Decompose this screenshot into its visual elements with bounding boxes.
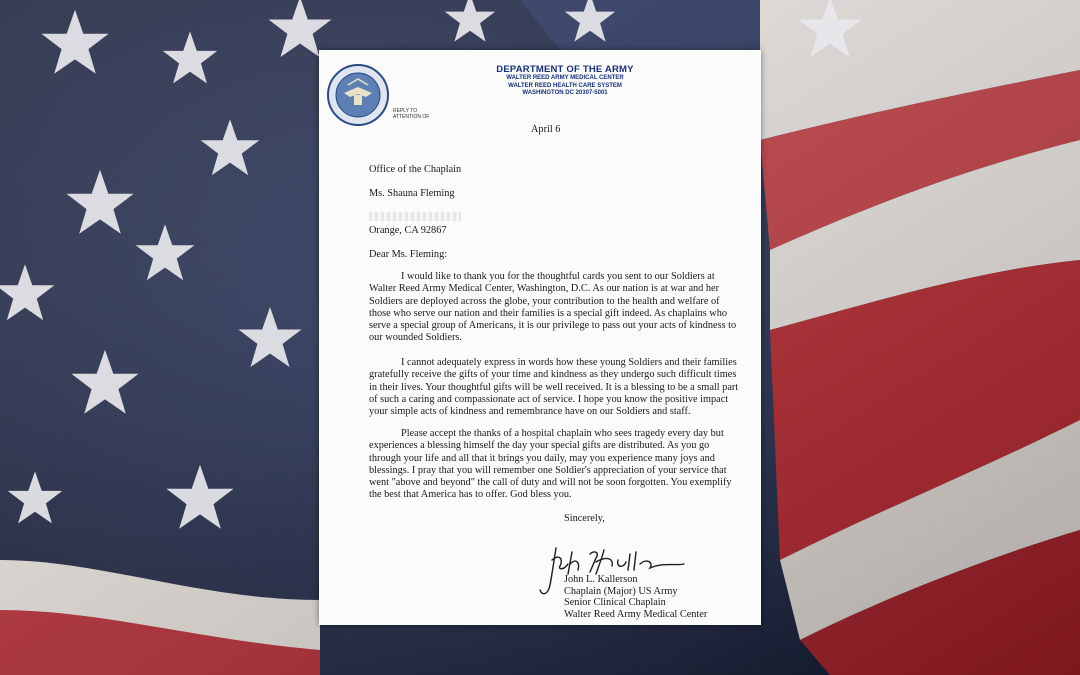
reply-to-label: REPLY TO ATTENTION OF [393, 108, 430, 120]
paragraph-3: Please accept the thanks of a hospital chaplain who sees tragedy every day but experiences a blessing himself the day your special gifts are distributed. As you go through your life and all that it brings you daily, may you experience many joys and blessings. I pray that you will remember one Soldier's appreciation of your service that went "above and beyond" the call of duty and will not be soon forgotten. You exemplify the best that America has to offer. God bless you. [369, 428, 732, 501]
signer-rank: Chaplain (Major) US Army [564, 585, 678, 597]
letter-document [319, 50, 761, 625]
closing: Sincerely, [564, 513, 605, 524]
signer-organization: Walter Reed Army Medical Center [564, 608, 708, 620]
letterhead [495, 64, 635, 98]
letter-date: April 6 [531, 124, 561, 135]
paragraph-1: I would like to thank you for the thoughtful cards you sent to our Soldiers at Walter Reed Army Medical Center, Washington, D.C. As our nation is at war and her Soldiers are deployed across the globe, your contribution to the health and welfare of those who serve our nation and their families is a special gift indeed. As chaplains who serve a special group of Americans, it is our privilege to pass out your acts of kindness to our wounded Soldiers. [369, 271, 737, 344]
letterhead-line: WALTER REED ARMY MEDICAL CENTER [506, 75, 624, 81]
letterhead-line: WALTER REED HEALTH CARE SYSTEM [508, 82, 622, 89]
recipient-name: Ms. Shauna Fleming [369, 188, 455, 199]
salutation: Dear Ms. Fleming: [369, 249, 448, 260]
signer-title: Senior Clinical Chaplain [564, 597, 666, 608]
letterhead-line: WASHINGTON DC 20307-5001 [522, 90, 608, 96]
recipient-city: Orange, CA 92867 [369, 225, 447, 236]
redacted-address [369, 212, 461, 221]
department-title: DEPARTMENT OF THE ARMY [496, 64, 634, 75]
signature-block [564, 574, 707, 620]
signer-name: John L. Kallerson [564, 574, 638, 585]
paragraph-2: I cannot adequately express in words how these young Soldiers and their families gratefully receive the gifts of your time and kindness as they undergo such difficult times in their lives. Your thoughtful gifts will be well received. It is a blessing to be a small part of such a caring and compassionate act of service. I hope you know the positive impact your simple acts of kindness and remembrance have on our Soldiers and staff. [369, 357, 739, 418]
department-of-defense-seal-icon [326, 63, 390, 127]
sender-office: Office of the Chaplain [369, 164, 462, 175]
